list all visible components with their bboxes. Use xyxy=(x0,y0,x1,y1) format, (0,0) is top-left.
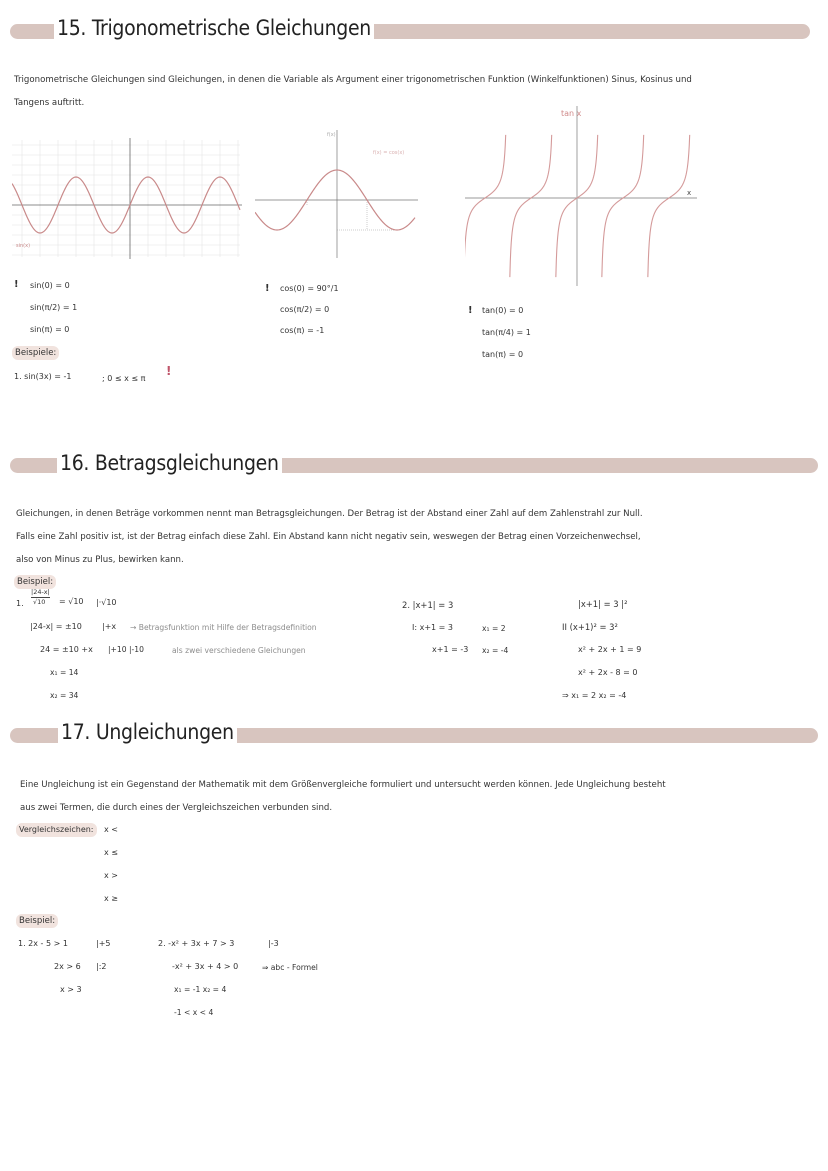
exclaim-icon: ! xyxy=(265,283,270,294)
ineq1-line1: 1. 2x - 5 > 1 xyxy=(18,939,68,948)
symbol-ge: x ≥ xyxy=(104,894,118,903)
section16-intro-line2: Falls eine Zahl positiv ist, ist der Betrag einfach diese Zahl. Ein Abstand kann nicht negativ sein, weswegen der Betrag einen Vorzeichenwechsel, xyxy=(16,532,641,542)
ineq2-line2-note: ⇒ abc - Formel xyxy=(262,963,318,972)
section15-intro-line2: Tangens auftritt. xyxy=(14,98,85,108)
ineq1-line2: 2x > 6 xyxy=(54,962,81,971)
ex1-frac-den: √10 xyxy=(33,598,46,606)
symbols-label: Vergleichszeichen: xyxy=(16,823,97,837)
section15-example-label: Beispiele: xyxy=(12,346,59,360)
cosine-graph-ylabel: f(x) xyxy=(327,132,336,138)
ex3-line2: x² + 2x + 1 = 9 xyxy=(578,645,642,654)
cos-value-0: cos(0) = 90°/1 xyxy=(280,284,339,293)
ex1-op: |·√10 xyxy=(96,598,117,607)
ineq1-line1-op: |+5 xyxy=(96,939,111,948)
ex2-case2-result: x₂ = -4 xyxy=(482,646,509,655)
ineq2-line1: 2. -x² + 3x + 7 > 3 xyxy=(158,939,235,948)
tangent-branch xyxy=(510,135,552,277)
ex3-line4: ⇒ x₁ = 2 x₂ = -4 xyxy=(562,691,627,700)
section17-example-label: Beispiel: xyxy=(16,914,58,928)
section16-example-label: Beispiel: xyxy=(14,575,56,589)
tan-value-1: tan(π/4) = 1 xyxy=(482,328,531,337)
ex1-line2-note: → Betragsfunktion mit Hilfe der Betragsdefinition xyxy=(130,623,317,632)
ex1-number: 1. xyxy=(16,599,24,608)
sine-graph-label: sin(x) xyxy=(16,243,31,249)
sin-value-1: sin(π/2) = 1 xyxy=(30,303,78,312)
ineq2-line1-op: |-3 xyxy=(268,939,279,948)
exclaim-icon: ! xyxy=(468,305,473,316)
section15-title: 15. Trigonometrische Gleichungen xyxy=(54,16,374,40)
tangent-branch xyxy=(602,135,644,277)
ineq1-line3: x > 3 xyxy=(60,985,82,994)
sin-value-0: sin(0) = 0 xyxy=(30,281,70,290)
ex2-case1: I: x+1 = 3 xyxy=(412,623,454,632)
ex1-frac-num: |24-x| xyxy=(31,588,50,596)
ineq2-line4: -1 < x < 4 xyxy=(174,1008,214,1017)
tangent-branch xyxy=(648,135,690,277)
ex1-x2: x₂ = 34 xyxy=(50,691,79,700)
section15-header-bar-right xyxy=(335,24,810,39)
ex3-line3: x² + 2x - 8 = 0 xyxy=(578,668,638,677)
section17-intro-line2: aus zwei Termen, die durch eines der Vergleichszeichen verbunden sind. xyxy=(20,803,333,813)
ineq2-line2: -x² + 3x + 4 > 0 xyxy=(172,962,239,971)
section16-header-bar-right xyxy=(252,458,818,473)
section15-example1-condition: ; 0 ≤ x ≤ π xyxy=(102,374,146,383)
tangent-graph xyxy=(465,106,700,288)
tangent-branch xyxy=(465,135,506,277)
cosine-graph xyxy=(255,128,420,263)
sine-graph xyxy=(12,135,244,260)
section15-intro-line1: Trigonometrische Gleichungen sind Gleichungen, in denen die Variable als Argument einer trigonometrischen Funktion (Winkelfunktionen) Sinus, Kosinus und xyxy=(14,75,692,85)
ex2-case1-result: x₁ = 2 xyxy=(482,624,506,633)
ex1-line3-op: |+10 |-10 xyxy=(108,645,144,654)
symbol-lt: x < xyxy=(104,825,118,834)
section16-title: 16. Betragsgleichungen xyxy=(57,451,282,475)
tangent-graph-xlabel: x xyxy=(687,189,692,197)
exclaim-icon: ! xyxy=(166,364,172,378)
symbol-gt: x > xyxy=(104,871,118,880)
ex1-line3: 24 = ±10 +x xyxy=(40,645,93,654)
ex2-title: 2. |x+1| = 3 xyxy=(402,600,454,610)
section17-intro-line1: Eine Ungleichung ist ein Gegenstand der Mathematik mit dem Größenvergleiche formuliert und untersucht werden können. Jede Ungleichung besteht xyxy=(20,780,666,790)
ex2-case2: x+1 = -3 xyxy=(432,645,469,654)
ex1-x1: x₁ = 14 xyxy=(50,668,79,677)
ex1-line2: |24-x| = ±10 xyxy=(30,622,82,631)
section15-example1: 1. sin(3x) = -1 xyxy=(14,372,72,381)
sin-value-2: sin(π) = 0 xyxy=(30,325,70,334)
symbol-le: x ≤ xyxy=(104,848,118,857)
cos-value-1: cos(π/2) = 0 xyxy=(280,305,330,314)
tan-value-0: tan(0) = 0 xyxy=(482,306,524,315)
ex1-line2-op: |+x xyxy=(102,622,117,631)
section16-intro-line3: also von Minus zu Plus, bewirken kann. xyxy=(16,555,184,565)
ineq2-line3: x₁ = -1 x₂ = 4 xyxy=(174,985,227,994)
section17-header-bar-right xyxy=(213,728,818,743)
section17-title: 17. Ungleichungen xyxy=(58,720,237,744)
tangent-graph-label: tan x xyxy=(561,109,582,118)
section16-intro-line1: Gleichungen, in denen Beträge vorkommen nennt man Betragsgleichungen. Der Betrag ist der Abstand einer Zahl auf dem Zahlenstrahl zur Null. xyxy=(16,509,643,519)
exclaim-icon: ! xyxy=(14,279,19,290)
ex1-line3-note: als zwei verschiedene Gleichungen xyxy=(172,646,306,655)
ex3-title: |x+1| = 3 |² xyxy=(578,599,628,609)
ex3-line1: II (x+1)² = 3² xyxy=(562,622,618,632)
ex1-rhs: = √10 xyxy=(59,597,84,606)
cos-value-2: cos(π) = -1 xyxy=(280,326,325,335)
ineq1-line2-op: |:2 xyxy=(96,962,107,971)
cosine-graph-label: f(x) = cos(x) xyxy=(373,150,405,156)
tan-value-2: tan(π) = 0 xyxy=(482,350,524,359)
